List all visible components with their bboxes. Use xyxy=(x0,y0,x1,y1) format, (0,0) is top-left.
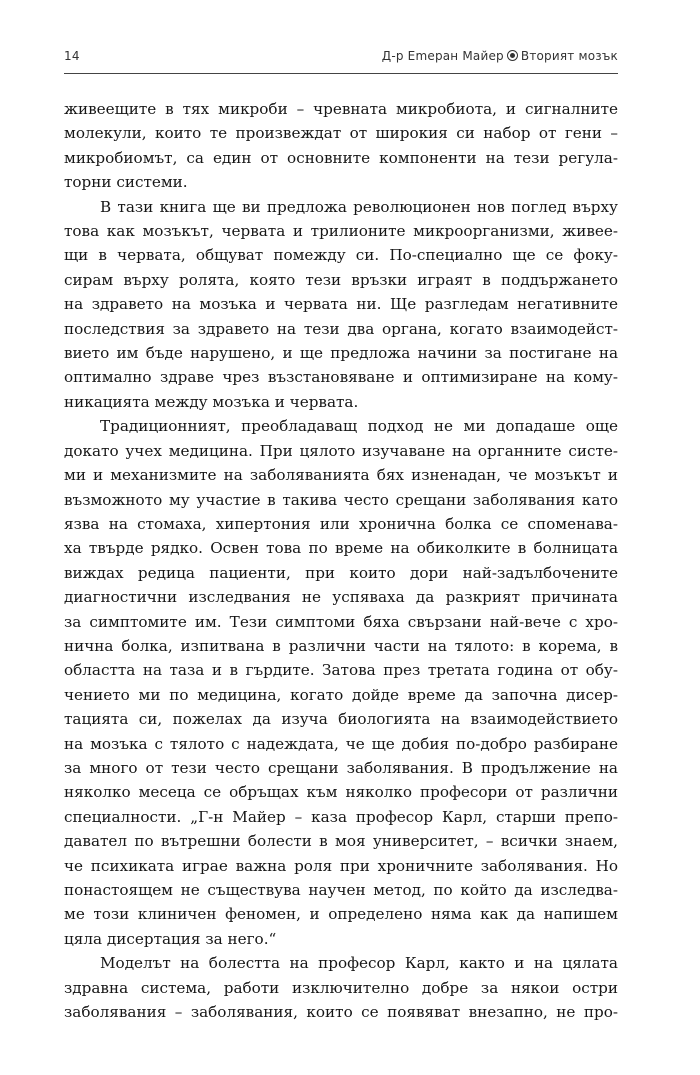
text-line: специалности. „Г-н Майер – каза професор Карл, старши препо- xyxy=(64,807,618,826)
running-head-title xyxy=(382,49,618,63)
text-line: виждах редица пациенти, при които дори най-задълбочените xyxy=(64,563,618,582)
paragraph xyxy=(64,951,618,1024)
text-line: тацията си, пожелах да изуча биологията на взаимодействието xyxy=(64,710,618,729)
text-line: няколко месеца се обръщах към няколко професори от различни xyxy=(64,783,618,802)
text-line: областта на таза и в гърдите. Затова през третата година от обу- xyxy=(64,661,618,680)
text-line: докато учех медицина. При цялото изучаване на органните систе- xyxy=(64,441,618,460)
text-line: никацията между мозъка и червата. xyxy=(64,392,359,411)
text-line: на здравето на мозъка и червата ни. Ще разгледам негативните xyxy=(64,295,618,314)
text-line: понастоящем не съществува научен метод, по който да изследва- xyxy=(64,881,618,899)
text-line: торни системи. xyxy=(64,173,188,192)
text-line: ха твърде рядко. Освен това по време на обиколките в болницата xyxy=(64,539,618,558)
page-number: 14 xyxy=(64,49,80,63)
text-line: ме този клиничен феномен, и определено няма как да напишем xyxy=(64,905,618,924)
text-line: заболявания – заболявания, които се появяват внезапно, не про- xyxy=(64,1003,618,1022)
text-line: язва на стомаха, хипертония или хронична болка се споменава- xyxy=(64,514,618,533)
text-line: чението ми по медицина, когато дойде време да започна дисер- xyxy=(64,685,618,704)
text-line: живеещите в тях микроби – чревната микробиота, и сигналните xyxy=(64,100,618,118)
text-line: диагностични изследвания не успяваха да разкрият причината xyxy=(64,588,618,607)
text-line: за симптомите им. Тези симптоми бяха свързани най-вече с хро- xyxy=(64,612,618,631)
text-line: нична болка, изпитвана в различни части на тялото: в корема, в xyxy=(64,636,618,655)
author-name: Д-р Еmеран Майер xyxy=(381,49,504,63)
text-line: за много от тези често срещани заболявания. В продължение на xyxy=(64,758,618,777)
text-line: на мозъка с тялото с надеждата, че ще добия по-добро разбиране xyxy=(64,734,618,753)
text-line: вието им бъде нарушено, и ще предложа начини за постигане на xyxy=(64,344,618,363)
text-line: последствия за здравето на тези два органа, когато взаимодейст- xyxy=(64,319,618,338)
book-title: Вторият мозък xyxy=(520,49,618,63)
running-head xyxy=(64,49,618,69)
paragraph xyxy=(64,414,618,951)
text-line: че психиката играе важна роля при хроничните заболявания. Но xyxy=(64,856,618,875)
text-line: ми и механизмите на заболяванията бях изненадан, че мозъкът и xyxy=(64,466,618,485)
text-line: молекули, които те произвеждат от широкия си набор от гени – xyxy=(64,124,618,143)
text-line: микробиомът, са един от основните компоненти на тези регула- xyxy=(64,148,618,167)
text-line: оптимално здраве чрез възстановяване и оптимизиране на кому- xyxy=(64,368,618,387)
text-line: сирам върху ролята, която тези връзки играят в поддържането xyxy=(64,270,618,289)
text-line: цяла дисертация за него.“ xyxy=(64,929,277,948)
text-line: възможното му участие в такива често срещани заболявания като xyxy=(64,490,618,509)
paragraph xyxy=(64,195,618,415)
text-line: здравна система, работи изключително добре за някои остри xyxy=(64,978,618,997)
text-line: това как мозъкът, червата и трилионите микроорганизми, живее- xyxy=(64,222,618,241)
body-text xyxy=(64,97,618,1024)
text-line: щи в червата, общуват помежду си. По-специално ще се фоку- xyxy=(64,246,618,265)
text-line: Традиционният, преобладаващ подход не ми допадаше още xyxy=(100,417,618,436)
text-line: В тази книга ще ви предложа революционен нов поглед върху xyxy=(100,197,618,216)
paragraph xyxy=(64,97,618,195)
text-line: давател по вътрешни болести в моя университет, – всички знаем, xyxy=(64,832,618,851)
header-rule xyxy=(64,73,618,74)
text-line: Моделът на болестта на професор Карл, както и на цялата xyxy=(100,954,618,973)
bullet-separator-icon xyxy=(507,50,518,61)
